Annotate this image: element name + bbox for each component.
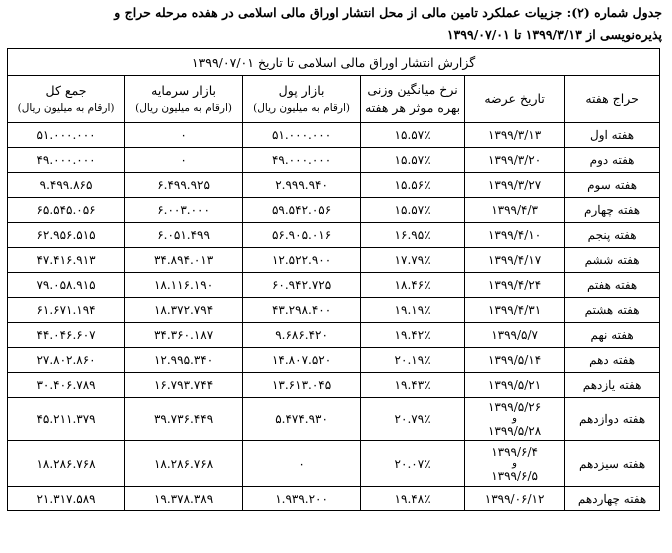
- header-rate: [361, 76, 465, 123]
- cell-total: ۴۵.۲۱۱.۳۷۹: [8, 398, 125, 441]
- cell-money: ۰: [243, 441, 361, 487]
- cell-total: ۳۰.۴۰۶.۷۸۹: [8, 373, 125, 398]
- header-rate-line-1: نرخ میانگین وزنی: [367, 82, 458, 97]
- report-title: گزارش انتشار اوراق مالی اسلامی تا تاریخ ۱۳۹۹/۰۷/۰۱: [8, 49, 660, 76]
- header-capital-label: بازار سرمایه: [151, 83, 217, 98]
- caption-line-2: پذیره‌نویسی از ۱۳۹۹/۳/۱۳ تا ۱۳۹۹/۰۷/۰۱: [446, 27, 662, 42]
- cell-date: ۱۳۹۹/۴/۲۴: [465, 273, 565, 298]
- cell-capital: ۱۹.۳۷۸.۳۸۹: [125, 487, 243, 511]
- cell-week: هفته هفتم: [565, 273, 660, 298]
- cell-week: هفته دوم: [565, 148, 660, 173]
- table-row: [8, 373, 660, 398]
- table-row: [8, 198, 660, 223]
- cell-week: هفته پنجم: [565, 223, 660, 248]
- table-row: [8, 223, 660, 248]
- cell-week: هفته اول: [565, 123, 660, 148]
- cell-date: ۱۳۹۹/۴/۳: [465, 198, 565, 223]
- cell-week: هفته دوازدهم: [565, 398, 660, 441]
- cell-money: ۴۹.۰۰۰.۰۰۰: [243, 148, 361, 173]
- cell-rate: ۲۰.۷۹٪: [361, 398, 465, 441]
- cell-date-second: ۱۳۹۹/۵/۲۸: [487, 424, 542, 438]
- cell-rate: ۱۵.۵۶٪: [361, 173, 465, 198]
- table-row: [8, 123, 660, 148]
- cell-money: ۹.۶۸۶.۴۲۰: [243, 323, 361, 348]
- cell-date: ۱۳۹۹/۴/۱۰: [465, 223, 565, 248]
- cell-capital: ۳۹.۷۳۶.۴۴۹: [125, 398, 243, 441]
- table-row: [8, 148, 660, 173]
- cell-total: ۱۸.۲۸۶.۷۶۸: [8, 441, 125, 487]
- header-total: [8, 76, 125, 123]
- header-money-market: [243, 76, 361, 123]
- cell-money: ۱۳.۶۱۳.۰۴۵: [243, 373, 361, 398]
- cell-date: ۱۳۹۹/۴/۱۷: [465, 248, 565, 273]
- cell-capital: ۱۸.۲۸۶.۷۶۸: [125, 441, 243, 487]
- cell-total: ۵۱.۰۰۰.۰۰۰: [8, 123, 125, 148]
- cell-money: ۵۶.۹۰۵.۰۱۶: [243, 223, 361, 248]
- cell-money: ۵.۴۷۴.۹۳۰: [243, 398, 361, 441]
- cell-capital: ۳۴.۳۶۰.۱۸۷: [125, 323, 243, 348]
- caption-line-1: جدول شماره (۲): جزییات عملکرد تامین مالی از محل انتشار اوراق مالی اسلامی در هفده مرحله حراج و: [114, 5, 662, 20]
- header-date: تاریخ عرضه: [465, 76, 565, 123]
- table-row: [8, 323, 660, 348]
- cell-money: ۶۰.۹۴۲.۷۲۵: [243, 273, 361, 298]
- cell-date: ۱۳۹۹/۵/۱۴: [465, 348, 565, 373]
- cell-rate: ۱۹.۴۳٪: [361, 373, 465, 398]
- cell-rate: ۱۵.۵۷٪: [361, 123, 465, 148]
- cell-rate: ۲۰.۰۷٪: [361, 441, 465, 487]
- cell-rate: ۱۵.۵۷٪: [361, 198, 465, 223]
- header-rate-line-2: بهره موثر هر هفته: [365, 100, 461, 115]
- table-row: [8, 441, 660, 487]
- cell-capital: ۶.۰۵۱.۴۹۹: [125, 223, 243, 248]
- cell-money: ۵۹.۵۴۲.۰۵۶: [243, 198, 361, 223]
- cell-date: ۱۳۹۹/۳/۲۷: [465, 173, 565, 198]
- cell-money: ۱.۹۳۹.۲۰۰: [243, 487, 361, 511]
- cell-date: ۱۳۹۹/۳/۲۰: [465, 148, 565, 173]
- cell-total: ۲۱.۳۱۷.۵۸۹: [8, 487, 125, 511]
- header-money-unit: (ارقام به میلیون ریال): [253, 102, 350, 114]
- cell-capital: ۱۸.۳۷۲.۷۹۴: [125, 298, 243, 323]
- cell-date: ۱۳۹۹/۵/۲۱: [465, 373, 565, 398]
- cell-date: ۱۳۹۹/۴/۳۱: [465, 298, 565, 323]
- cell-total: ۴۴.۰۴۶.۶۰۷: [8, 323, 125, 348]
- header-total-label: جمع کل: [45, 83, 87, 98]
- cell-money: ۱۲.۵۲۲.۹۰۰: [243, 248, 361, 273]
- cell-date: ۱۳۹۹/۰۶/۱۲: [465, 487, 565, 511]
- header-week: حراج هفته: [565, 76, 660, 123]
- cell-date: ۱۳۹۹/۵/۷: [465, 323, 565, 348]
- cell-date-first: ۱۳۹۹/۶/۴: [491, 444, 538, 459]
- cell-date: [465, 441, 565, 487]
- cell-money: ۴۳.۲۹۸.۴۰۰: [243, 298, 361, 323]
- cell-capital: ۳۴.۸۹۴.۰۱۳: [125, 248, 243, 273]
- cell-money: ۲.۹۹۹.۹۴۰: [243, 173, 361, 198]
- header-money-label: بازار پول: [278, 83, 325, 98]
- cell-capital: ۶.۴۹۹.۹۲۵: [125, 173, 243, 198]
- cell-date: [465, 398, 565, 441]
- cell-capital: ۱۸.۱۱۶.۱۹۰: [125, 273, 243, 298]
- cell-week: هفته چهاردهم: [565, 487, 660, 511]
- table-row: [8, 487, 660, 511]
- table-row: [8, 348, 660, 373]
- issuance-table: [7, 48, 660, 511]
- cell-rate: ۱۹.۴۲٪: [361, 323, 465, 348]
- cell-rate: ۱۵.۵۷٪: [361, 148, 465, 173]
- cell-total: ۹.۴۹۹.۸۶۵: [8, 173, 125, 198]
- cell-week: هفته یازدهم: [565, 373, 660, 398]
- cell-money: ۵۱.۰۰۰.۰۰۰: [243, 123, 361, 148]
- cell-rate: ۱۷.۷۹٪: [361, 248, 465, 273]
- table-caption: [0, 0, 672, 48]
- cell-date-first: ۱۳۹۹/۵/۲۶: [487, 400, 542, 414]
- cell-date-conjunction: و: [512, 457, 517, 469]
- table-row: [8, 398, 660, 441]
- cell-capital: ۰: [125, 123, 243, 148]
- cell-total: ۶۵.۵۴۵.۰۵۶: [8, 198, 125, 223]
- header-total-unit: (ارقام به میلیون ریال): [17, 102, 115, 114]
- header-capital-market: [125, 76, 243, 123]
- cell-week: هفته سیزدهم: [565, 441, 660, 487]
- cell-date-conjunction: و: [512, 413, 517, 424]
- cell-money: ۱۴.۸۰۷.۵۲۰: [243, 348, 361, 373]
- table-row: [8, 248, 660, 273]
- table-row: [8, 173, 660, 198]
- cell-week: هفته ششم: [565, 248, 660, 273]
- cell-capital: ۰: [125, 148, 243, 173]
- table-row: [8, 273, 660, 298]
- cell-week: هفته سوم: [565, 173, 660, 198]
- cell-week: هفته چهارم: [565, 198, 660, 223]
- cell-week: هفته دهم: [565, 348, 660, 373]
- cell-date-second: ۱۳۹۹/۶/۵: [491, 468, 538, 483]
- table-row: [8, 298, 660, 323]
- cell-capital: ۶.۰۰۳.۰۰۰: [125, 198, 243, 223]
- header-capital-unit: (ارقام به میلیون ریال): [135, 102, 232, 114]
- cell-week: هفته هشتم: [565, 298, 660, 323]
- cell-date: ۱۳۹۹/۳/۱۳: [465, 123, 565, 148]
- cell-total: ۶۲.۹۵۶.۵۱۵: [8, 223, 125, 248]
- cell-rate: ۱۸.۴۶٪: [361, 273, 465, 298]
- cell-rate: ۲۰.۱۹٪: [361, 348, 465, 373]
- cell-rate: ۱۶.۹۵٪: [361, 223, 465, 248]
- cell-rate: ۱۹.۱۹٪: [361, 298, 465, 323]
- cell-capital: ۱۶.۷۹۳.۷۴۴: [125, 373, 243, 398]
- cell-capital: ۱۲.۹۹۵.۳۴۰: [125, 348, 243, 373]
- cell-total: ۲۷.۸۰۲.۸۶۰: [8, 348, 125, 373]
- cell-rate: ۱۹.۴۸٪: [361, 487, 465, 511]
- cell-total: ۶۱.۶۷۱.۱۹۴: [8, 298, 125, 323]
- cell-total: ۷۹.۰۵۸.۹۱۵: [8, 273, 125, 298]
- cell-week: هفته نهم: [565, 323, 660, 348]
- cell-total: ۴۹.۰۰۰.۰۰۰: [8, 148, 125, 173]
- cell-total: ۴۷.۴۱۶.۹۱۳: [8, 248, 125, 273]
